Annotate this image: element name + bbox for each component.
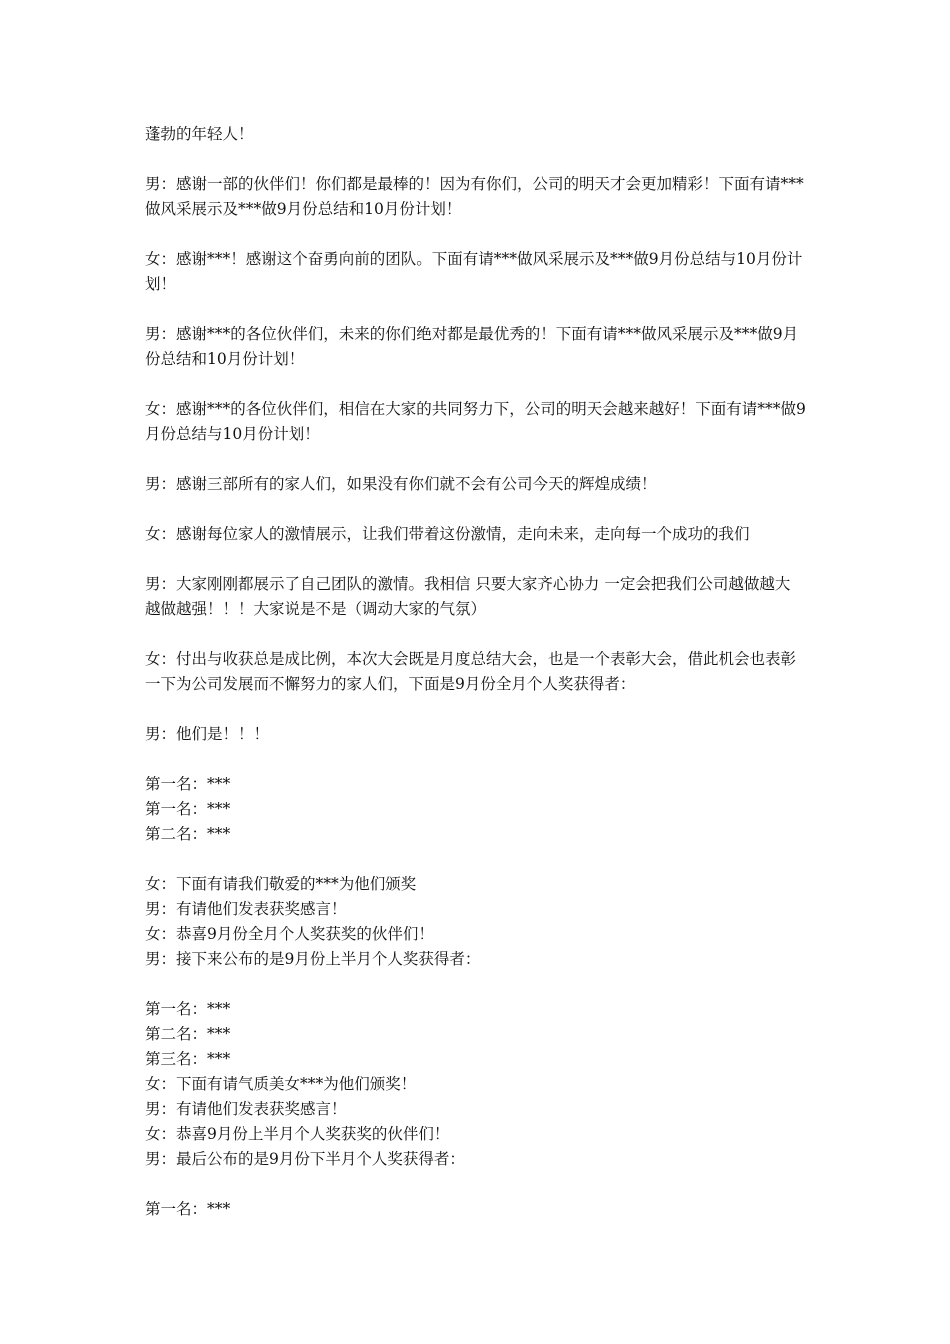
award-line: 第一名：***	[145, 800, 231, 818]
award-line: 第一名：***	[145, 1000, 231, 1018]
award-line: 第一名：***	[145, 775, 231, 793]
dialogue-line: 男：接下来公布的是9月份上半月个人奖获得者：	[145, 950, 481, 968]
dialogue-line: 女：恭喜9月份全月个人奖获奖的伙伴们！	[145, 925, 434, 943]
dialogue-line: 女：下面有请气质美女***为他们颁奖！	[145, 1075, 417, 1093]
paragraph: 女：感谢***的各位伙伴们，相信在大家的共同努力下，公司的明天会越来越好！下面有请***做9月份总结与10月份计划！	[145, 400, 806, 443]
paragraph: 女：付出与收获总是成比例，本次大会既是月度总结大会，也是一个表彰大会，借此机会也表彰一下为公司发展而不懈努力的家人们，下面是9月份全月个人奖获得者：	[145, 650, 797, 693]
award-line: 第三名：***	[145, 1050, 231, 1068]
awards-second-half-list	[145, 1197, 810, 1222]
paragraph: 男：他们是！！！	[145, 725, 270, 743]
paragraph: 男：感谢一部的伙伴们！你们都是最棒的！因为有你们，公司的明天才会更加精彩！下面有请***做风采展示及***做9月份总结和10月份计划！	[145, 175, 804, 218]
awards-full-month-list	[145, 772, 810, 847]
paragraph: 女：感谢***！感谢这个奋勇向前的团队。下面有请***做风采展示及***做9月份总结与10月份计划！	[145, 250, 803, 293]
award-line: 第二名：***	[145, 1025, 231, 1043]
dialogue-line: 女：恭喜9月份上半月个人奖获奖的伙伴们！	[145, 1125, 450, 1143]
dialogue-line: 男：最后公布的是9月份下半月个人奖获得者：	[145, 1150, 465, 1168]
paragraph: 女：感谢每位家人的激情展示，让我们带着这份激情，走向未来，走向每一个成功的我们	[145, 525, 750, 543]
document-body	[145, 122, 810, 1222]
paragraph: 男：感谢***的各位伙伴们，未来的你们绝对都是最优秀的！下面有请***做风采展示及***做9月份总结和10月份计划！	[145, 325, 799, 368]
dialogue-line: 男：有请他们发表获奖感言！	[145, 900, 347, 918]
ceremony-block-1	[145, 872, 810, 972]
awards-first-half-block	[145, 997, 810, 1172]
dialogue-line: 女：下面有请我们敬爱的***为他们颁奖	[145, 875, 417, 893]
dialogue-line: 男：有请他们发表获奖感言！	[145, 1100, 347, 1118]
paragraph: 蓬勃的年轻人！	[145, 125, 254, 143]
award-line: 第二名：***	[145, 825, 231, 843]
award-line: 第一名：***	[145, 1200, 231, 1218]
paragraph: 男：感谢三部所有的家人们，如果没有你们就不会有公司今天的辉煌成绩！	[145, 475, 657, 493]
paragraph: 男：大家刚刚都展示了自己团队的激情。我相信 只要大家齐心协力 一定会把我们公司越做越大 越做越强！！！大家说是不是（调动大家的气氛）	[145, 575, 791, 618]
